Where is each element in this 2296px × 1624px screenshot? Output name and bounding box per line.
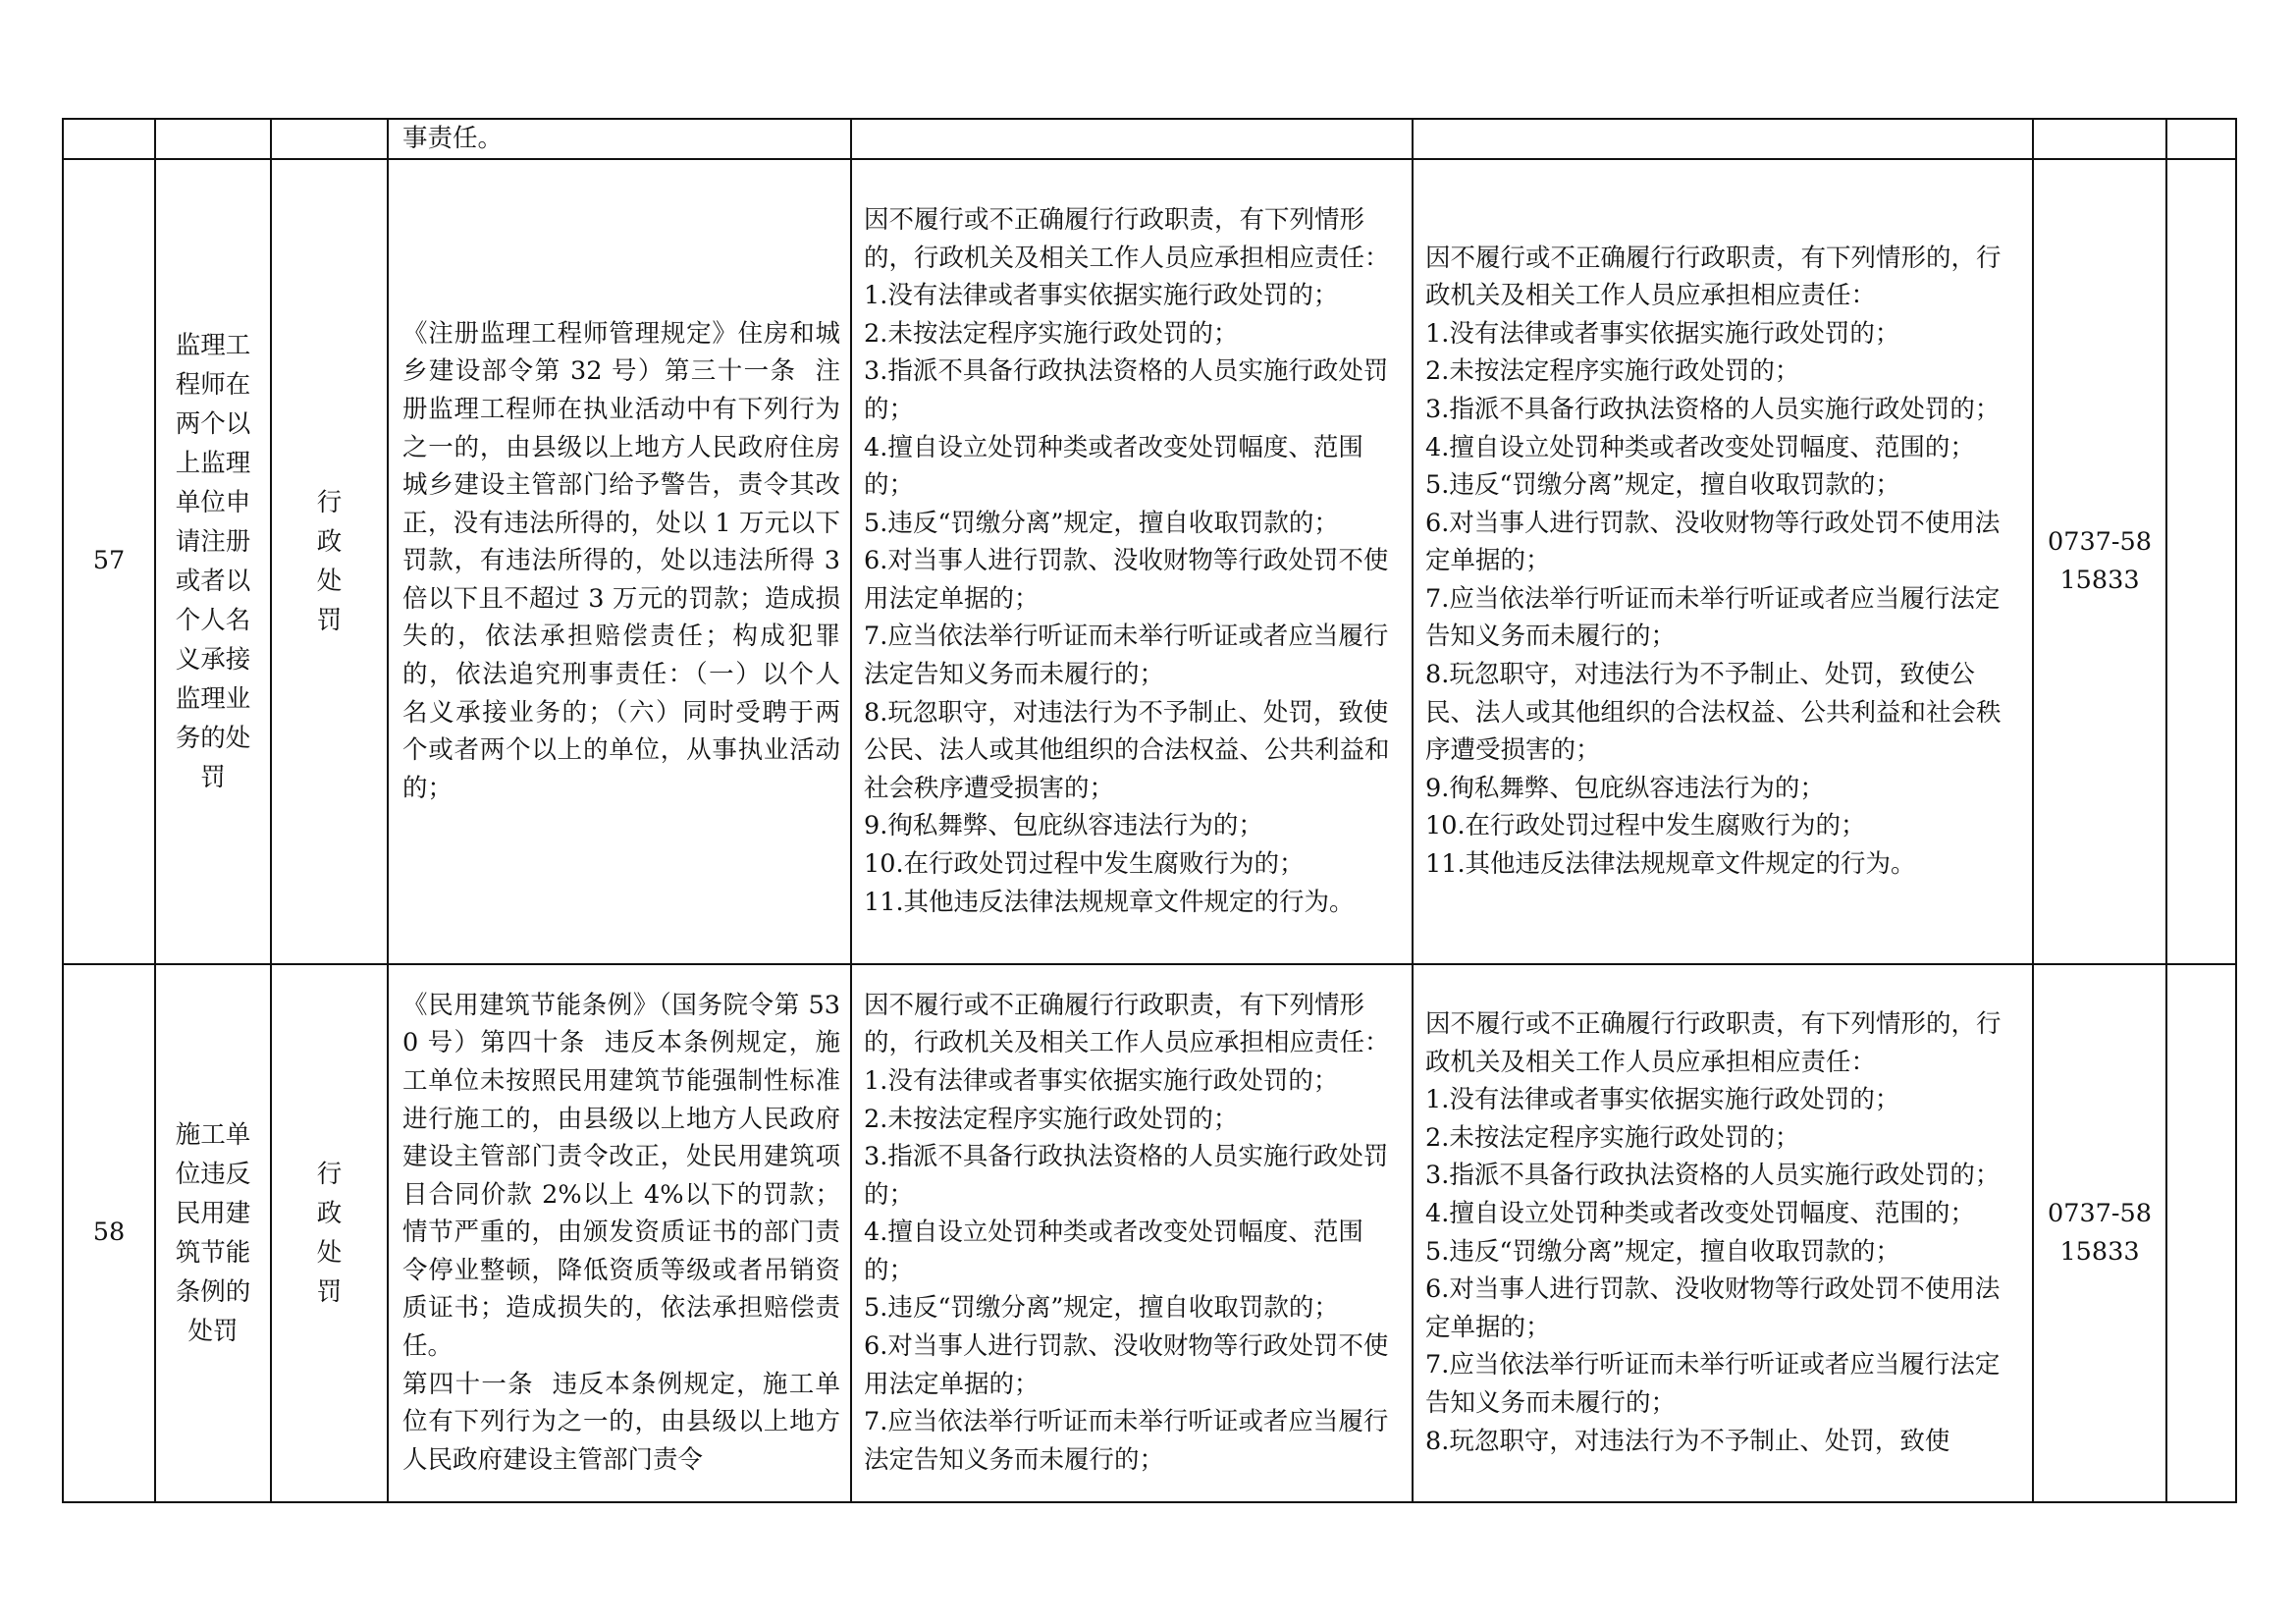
item-type-cell <box>271 159 388 964</box>
responsibility-table <box>62 118 2237 1503</box>
legal-basis-cell <box>388 964 851 1502</box>
phone-cell <box>2033 159 2166 964</box>
table-row <box>63 964 2236 1502</box>
phone-cell <box>2033 964 2166 1502</box>
legal-basis-text: 《民用建筑节能条例》（国务院令第 530 号）第四十条 违反本条例规定，施工单位未按照民用建筑节能强制性标准进行施工的，由县级以上地方人民政府建设主管部门责令改正，处民用建筑项目合同价款 2%以上 4%以下的罚款；情节严重的，由颁发资质证书的部门责令停业整顿，降低资质等级或者吊销资质证书；造成损失的，依法承担赔偿责任。 第四十一条 违反本条例规定，施工单位有下列行为之一的，由县级以上地方人民政府建设主管部门责令 <box>402 990 840 1475</box>
table-row-continuation <box>63 119 2236 159</box>
item-name: 施工单位违反民用建筑节能条例的处罚 <box>175 1119 251 1346</box>
num-cell <box>63 119 155 159</box>
type-cell <box>271 119 388 159</box>
legal-basis-cell <box>388 159 851 964</box>
phone-number: 0737-58 15833 <box>2048 527 2152 595</box>
table-row <box>63 159 2236 964</box>
note-cell <box>2166 119 2236 159</box>
item-name: 监理工程师在两个以上监理单位申请注册或者以个人名义承接监理业务的处罚 <box>175 330 251 792</box>
responsibility-text-2: 因不履行或不正确履行行政职责，有下列情形的，行政机关及相关工作人员应承担相应责任： 1.没有法律或者事实依据实施行政处罚的； 2.未按法定程序实施行政处罚的； 3.指派不具备行政执法资格的人员实施行政处罚的； 4.擅自设立处罚种类或者改变处罚幅度、范围的； 5.违反“罚缴分离”规定，擅自收取罚款的； 6.对当事人进行罚款、没收财物等行政处罚不使用法定单据的； 7.应当依法举行听证而未举行听证或者应当履行法定告知义务而未履行的； 8.玩忽职守，对违法行为不予制止、处罚，致使 <box>1425 1009 2002 1456</box>
note-cell <box>2166 159 2236 964</box>
item-number-cell <box>63 964 155 1502</box>
responsibility-cell-1 <box>851 964 1413 1502</box>
resp1-cell <box>851 119 1413 159</box>
item-number: 58 <box>92 1218 126 1248</box>
legal-basis-text: 《注册监理工程师管理规定》住房和城乡建设部令第 32 号）第三十一条 注册监理工程师在执业活动中有下列行为之一的，由县级以上地方人民政府住房城乡建设主管部门给予警告，责令其改正，没有违法所得的，处以 1 万元以下罚款，有违法所得的，处以违法所得 3 倍以下且不超过 3 万元的罚款；造成损失的，依法承担赔偿责任；构成犯罪的，依法追究刑事责任：（一）以个人名义承接业务的；（六）同时受聘于两个或者两个以上的单位，从事执业活动的； <box>402 318 849 803</box>
resp2-cell <box>1413 119 2033 159</box>
responsibility-cell-2 <box>1413 159 2033 964</box>
phone-number: 0737-58 15833 <box>2048 1199 2152 1267</box>
item-name-cell <box>155 159 271 964</box>
name-cell <box>155 119 271 159</box>
tel-cell <box>2033 119 2166 159</box>
responsibility-text-1: 因不履行或不正确履行行政职责，有下列情形的，行政机关及相关工作人员应承担相应责任： 1.没有法律或者事实依据实施行政处罚的； 2.未按法定程序实施行政处罚的； 3.指派不具备行政执法资格的人员实施行政处罚的； 4.擅自设立处罚种类或者改变处罚幅度、范围的； 5.违反“罚缴分离”规定，擅自收取罚款的； 6.对当事人进行罚款、没收财物等行政处罚不使用法定单据的； 7.应当依法举行听证而未举行听证或者应当履行法定告知义务而未履行的； 8.玩忽职守，对违法行为不予制止、处罚，致使公民、法人或其他组织的合法权益、公共利益和社会秩序遭受损害的； 9.徇私舞弊、包庇纵容违法行为的； 10.在行政处罚过程中发生腐败行为的； 11.其他违反法律法规规章文件规定的行为。 <box>864 204 1390 917</box>
item-type: 行政处罚 <box>316 487 343 635</box>
responsibility-cell-1 <box>851 159 1413 964</box>
responsibility-cell-2 <box>1413 964 2033 1502</box>
item-name-cell <box>155 964 271 1502</box>
item-number-cell <box>63 159 155 964</box>
item-number: 57 <box>92 546 126 576</box>
responsibility-text-2: 因不履行或不正确履行行政职责，有下列情形的，行政机关及相关工作人员应承担相应责任： 1.没有法律或者事实依据实施行政处罚的； 2.未按法定程序实施行政处罚的； 3.指派不具备行政执法资格的人员实施行政处罚的； 4.擅自设立处罚种类或者改变处罚幅度、范围的； 5.违反“罚缴分离”规定，擅自收取罚款的； 6.对当事人进行罚款、没收财物等行政处罚不使用法定单据的； 7.应当依法举行听证而未举行听证或者应当履行法定告知义务而未履行的； 8.玩忽职守，对违法行为不予制止、处罚，致使公民、法人或其他组织的合法权益、公共利益和社会秩序遭受损害的； 9.徇私舞弊、包庇纵容违法行为的； 10.在行政处罚过程中发生腐败行为的； 11.其他违反法律法规规章文件规定的行为。 <box>1425 243 2002 880</box>
basis-continuation-text: 事责任。 <box>402 124 504 153</box>
basis-cell <box>388 119 851 159</box>
item-type: 行政处罚 <box>316 1159 343 1307</box>
item-type-cell <box>271 964 388 1502</box>
note-cell <box>2166 964 2236 1502</box>
responsibility-text-1: 因不履行或不正确履行行政职责，有下列情形的，行政机关及相关工作人员应承担相应责任： 1.没有法律或者事实依据实施行政处罚的； 2.未按法定程序实施行政处罚的； 3.指派不具备行政执法资格的人员实施行政处罚的； 4.擅自设立处罚种类或者改变处罚幅度、范围的； 5.违反“罚缴分离”规定，擅自收取罚款的； 6.对当事人进行罚款、没收财物等行政处罚不使用法定单据的； 7.应当依法举行听证而未举行听证或者应当履行法定告知义务而未履行的； <box>864 990 1390 1475</box>
